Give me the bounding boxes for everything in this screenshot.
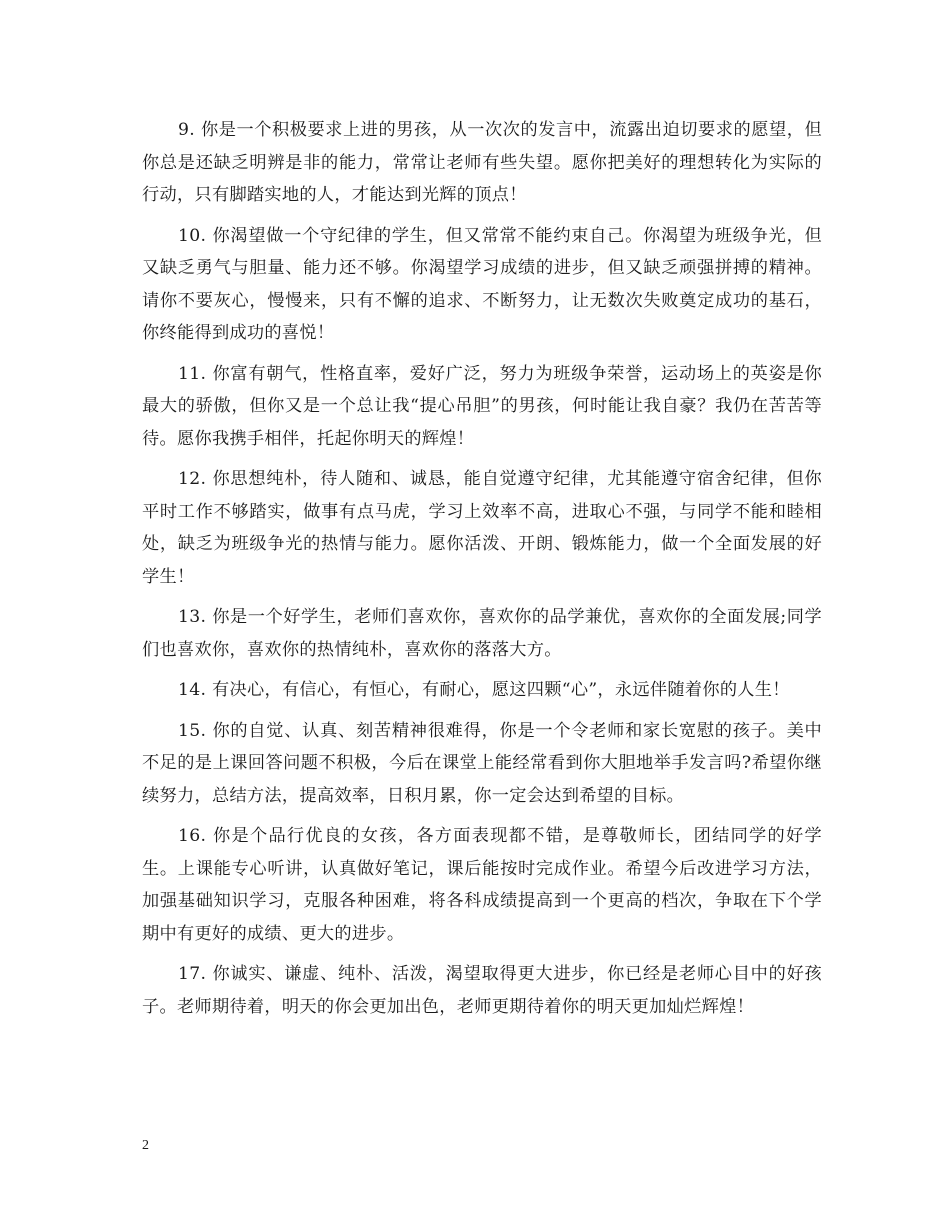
paragraph-16: 16. 你是个品行优良的女孩，各方面表现都不错，是尊敬师长，团结同学的好学生。上课能专心听讲，认真做好笔记，课后能按时完成作业。希望今后改进学习方法，加强基础知识学习，克服各种困难，将各科成绩提高到一个更高的档次，争取在下个学期中有更好的成绩、更大的进步。 [142,826,822,944]
paragraph-10: 10. 你渴望做一个守纪律的学生，但又常常不能约束自己。你渴望为班级争光，但又缺乏勇气与胆量、能力还不够。你渴望学习成绩的进步，但又缺乏顽强拼搏的精神。请你不要灰心，慢慢来，只有不懈的追求、不断努力，让无数次失败奠定成功的基石，你终能得到成功的喜悦！ [142,225,822,343]
paragraph-11: 11. 你富有朝气，性格直率，爱好广泛，努力为班级争荣誉，运动场上的英姿是你最大的骄傲，但你又是一个总让我“提心吊胆”的男孩，何时能让我自豪？我仍在苦苦等待。愿你我携手相伴，托起你明天的辉煌！ [142,363,822,449]
paragraph-9: 9. 你是一个积极要求上进的男孩，从一次次的发言中，流露出迫切要求的愿望，但你总是还缺乏明辨是非的能力，常常让老师有些失望。愿你把美好的理想转化为实际的行动，只有脚踏实地的人，才能达到光辉的顶点！ [142,120,822,205]
page-number: 2 [142,1138,149,1153]
paragraph-12: 12. 你思想纯朴，待人随和、诚恳，能自觉遵守纪律，尤其能遵守宿舍纪律，但你平时工作不够踏实，做事有点马虎，学习上效率不高，进取心不强，与同学不能和睦相处，缺乏为班级争光的热情与能力。愿你活泼、开朗、锻炼能力，做一个全面发展的好学生！ [142,469,822,587]
paragraph-13: 13. 你是一个好学生，老师们喜欢你，喜欢你的品学兼优，喜欢你的全面发展;同学们也喜欢你，喜欢你的热情纯朴，喜欢你的落落大方。 [142,607,822,660]
paragraph-15: 15. 你的自觉、认真、刻苦精神很难得，你是一个令老师和家长宽慰的孩子。美中不足的是上课回答问题不积极，今后在课堂上能经常看到你大胆地举手发言吗?希望你继续努力，总结方法，提高效率，日积月累，你一定会达到希望的目标。 [142,720,822,806]
paragraph-14: 14. 有决心，有信心，有恒心，有耐心，愿这四颗“心”，永远伴随着你的人生！ [178,680,790,700]
document-body [142,114,822,1031]
paragraph-17: 17. 你诚实、谦虚、纯朴、活泼，渴望取得更大进步，你已经是老师心目中的好孩子。老师期待着，明天的你会更加出色，老师更期待着你的明天更加灿烂辉煌！ [142,964,822,1017]
